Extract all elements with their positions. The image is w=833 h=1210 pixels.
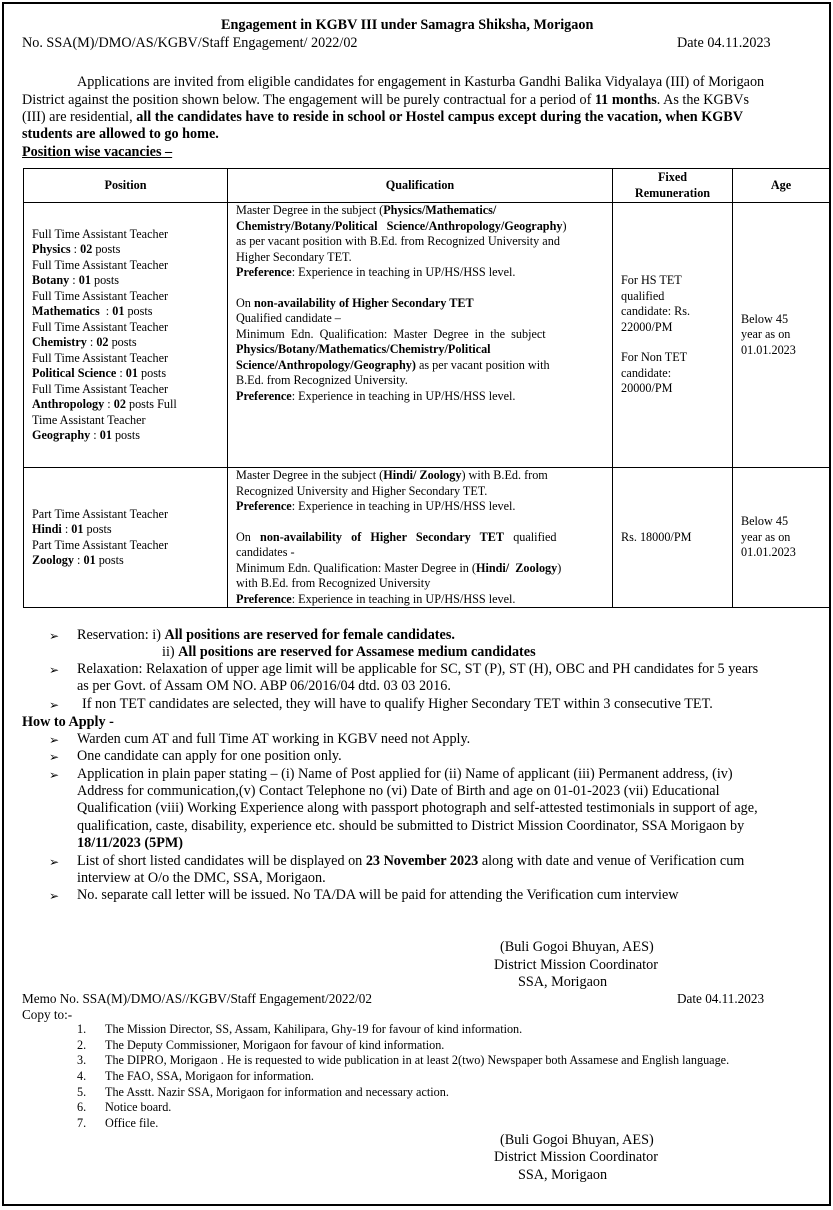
row1-remuneration: For HS TET qualified candidate: Rs. 22000/PM For Non TET candidate: 20000/PM <box>613 203 733 468</box>
arrow-bullet-icon: ➢ <box>49 855 60 869</box>
arrow-bullet-icon: ➢ <box>49 663 60 677</box>
signatory-name: (Buli Gogoi Bhuyan, AES) <box>500 939 654 955</box>
row1-position: Full Time Assistant Teacher Physics : 02 posts Full Time Assistant Teacher Botany : 01 posts Full Time Assistant Teacher Mathematics : 01 posts Full Time Assistant Teacher Chemistry : 02 posts Full Time Assistant Teacher Political Science : 01 posts Full Time Assistant Teacher Anthropology : 02 posts Full Time Assistant Teacher Geography : 01 posts <box>24 203 228 468</box>
list-item: 4. The FAO, SSA, Morigaon for information. <box>77 1069 314 1083</box>
header-age: Age <box>733 169 830 203</box>
apply-bullet-4-line-2: interview at O/o the DMC, SSA, Morigaon. <box>77 870 326 886</box>
intro-line-4: students are allowed to go home. <box>22 126 219 142</box>
header-qualification: Qualification <box>228 169 613 203</box>
arrow-bullet-icon: ➢ <box>49 889 60 903</box>
arrow-bullet-icon: ➢ <box>49 629 60 643</box>
apply-bullet-3-line-3: Qualification (viii) Working Experience along with passport photograph and self-attested testimonials in support of age, <box>77 800 758 816</box>
signatory-title: District Mission Coordinator <box>494 957 658 973</box>
reservation-line-2: ii) All positions are reserved for Assamese medium candidates <box>162 644 536 660</box>
row2-qualification: Master Degree in the subject (Hindi/ Zoology) with B.Ed. from Recognized University and Higher Secondary TET. Preference: Experience in teaching in UP/HS/HSS level. On non-availability of Higher Secondary TET qualified candidates - Minimum Edn. Qualification: Master Degree in (Hindi/ Zoology) with B.Ed. from Recognized University Preference: Experience in teaching in UP/HS/HSS level. <box>228 468 613 608</box>
table-header-row <box>24 169 830 203</box>
table-row <box>24 468 830 608</box>
relaxation-line-2: as per Govt. of Assam OM NO. ABP 06/2016/04 dtd. 03 03 2016. <box>77 678 451 694</box>
intro-line-1: Applications are invited from eligible candidates for engagement in Kasturba Gandhi Balika Vidyalaya (III) of Morigaon <box>77 74 765 90</box>
notice-date: Date 04.11.2023 <box>677 35 771 51</box>
arrow-bullet-icon: ➢ <box>49 698 60 712</box>
list-item: 1. The Mission Director, SS, Assam, Kahilipara, Ghy-19 for favour of kind information. <box>77 1022 523 1036</box>
reservation-line-1: Reservation: i) All positions are reserved for female candidates. <box>77 627 455 643</box>
reference-number: No. SSA(M)/DMO/AS/KGBV/Staff Engagement/ 2022/02 <box>22 35 358 51</box>
signatory-org-2: SSA, Morigaon <box>518 1167 608 1183</box>
intro-line-2: District against the position shown below. The engagement will be purely contractual for a period of 11 months. As the KGBVs <box>22 92 749 108</box>
apply-bullet-3-line-1: Application in plain paper stating – (i) Name of Post applied for (ii) Name of applicant (iii) Permanent address, (iv) <box>77 766 733 782</box>
list-item: 5. The Asstt. Nazir SSA, Morigaon for information and necessary action. <box>77 1085 449 1099</box>
memo-number: Memo No. SSA(M)/DMO/AS//KGBV/Staff Engagement/2022/02 <box>22 991 372 1006</box>
signatory-title-2: District Mission Coordinator <box>494 1149 658 1165</box>
apply-deadline: 18/11/2023 (5PM) <box>77 835 183 851</box>
tet-condition: If non TET candidates are selected, they will have to qualify Higher Secondary TET within 3 consecutive TET. <box>82 696 713 712</box>
apply-bullet-1: Warden cum AT and full Time AT working in KGBV need not Apply. <box>77 731 471 747</box>
list-item: 3. The DIPRO, Morigaon . He is requested to wide publication in at least 2(two) Newspaper both Assamese and English language. <box>77 1053 730 1067</box>
row1-age: Below 45 year as on 01.01.2023 <box>733 203 830 468</box>
vacancies-heading: Position wise vacancies – <box>22 144 173 160</box>
apply-bullet-4-line-1: List of short listed candidates will be displayed on 23 November 2023 along with date and venue of Verification cum <box>77 853 745 869</box>
how-to-apply-heading: How to Apply - <box>22 714 114 730</box>
header-position: Position <box>24 169 228 203</box>
list-item: 2. The Deputy Commissioner, Morigaon for favour of kind information. <box>77 1038 445 1052</box>
list-item: 6. Notice board. <box>77 1100 172 1114</box>
apply-bullet-5: No. separate call letter will be issued. No TA/DA will be paid for attending the Verification cum interview <box>77 887 679 903</box>
notice-title: Engagement in KGBV III under Samagra Shiksha, Morigaon <box>221 17 594 33</box>
arrow-bullet-icon: ➢ <box>49 768 60 782</box>
row2-remuneration: Rs. 18000/PM <box>613 468 733 608</box>
list-item: 7. Office file. <box>77 1116 159 1130</box>
relaxation-line-1: Relaxation: Relaxation of upper age limit will be applicable for SC, ST (P), ST (H), OBC and PH candidates for 5 years <box>77 661 759 677</box>
arrow-bullet-icon: ➢ <box>49 750 60 764</box>
memo-date: Date 04.11.2023 <box>677 991 765 1006</box>
intro-line-3: (III) are residential, all the candidates have to reside in school or Hostel campus except during the vacation, when KGBV <box>22 109 744 125</box>
row2-age: Below 45 year as on 01.01.2023 <box>733 468 830 608</box>
signatory-org: SSA, Morigaon <box>518 974 608 990</box>
arrow-bullet-icon: ➢ <box>49 733 60 747</box>
copy-to-label: Copy to:- <box>22 1007 73 1022</box>
apply-bullet-3-line-4: qualification, caste, disability, experience etc. should be submitted to District Mission Coordinator, SSA Morigaon by <box>77 818 745 834</box>
apply-bullet-2: One candidate can apply for one position only. <box>77 748 342 764</box>
table-row <box>24 203 830 468</box>
apply-bullet-3-line-2: Address for communication,(v) Contact Telephone no (vi) Date of Birth and age on 01-01-2023 (vii) Educational <box>77 783 720 799</box>
signatory-name-2: (Buli Gogoi Bhuyan, AES) <box>500 1132 654 1148</box>
header-remuneration: Fixed Remuneration <box>613 169 733 203</box>
notice-page <box>2 2 831 1206</box>
row1-qualification: Master Degree in the subject (Physics/Mathematics/ Chemistry/Botany/Political Science/Anthropology/Geography) as per vacant position with B.Ed. from Recognized University and Higher Secondary TET. Preference: Experience in teaching in UP/HS/HSS level. On non-availability of Higher Secondary TET Qualified candidate – Minimum Edn. Qualification: Master Degree in the subject Physics/Botany/Mathematics/Chemistry/Political Science/Anthropology/Geography) as per vacant position with B.Ed. from Recognized University. Preference: Experience in teaching in UP/HS/HSS level. <box>228 203 613 468</box>
row2-position: Part Time Assistant Teacher Hindi : 01 posts Part Time Assistant Teacher Zoology : 01 posts <box>24 468 228 608</box>
vacancy-table <box>23 168 830 608</box>
